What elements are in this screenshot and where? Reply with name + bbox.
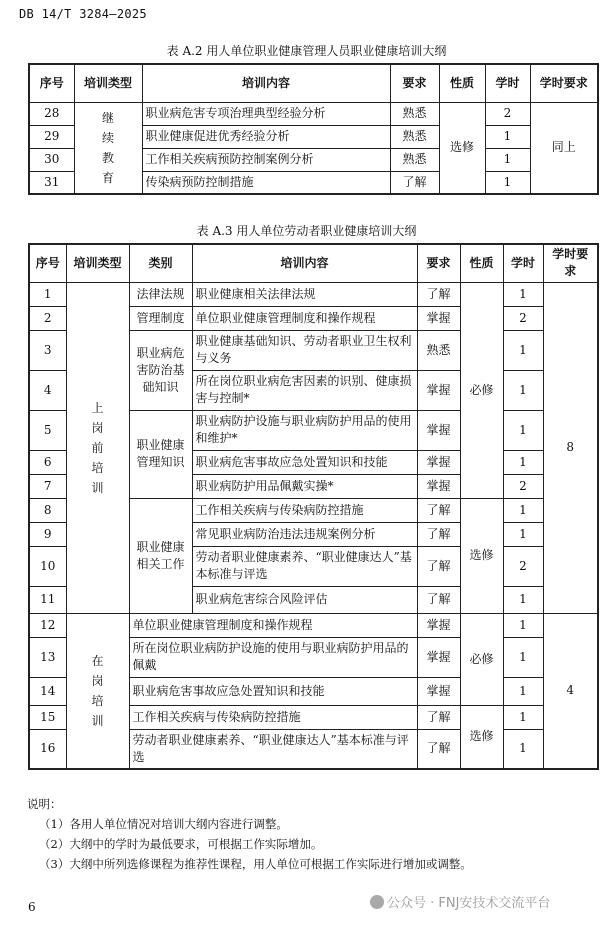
row-hours: 1: [503, 450, 543, 474]
row-content: 工作相关疾病预防控制案例分析: [142, 148, 390, 171]
row-hours: 1: [503, 729, 543, 769]
page-number: 6: [28, 900, 36, 914]
row-no: 13: [29, 637, 66, 677]
row-hours: 2: [503, 546, 543, 586]
row-hours: 1: [503, 705, 543, 729]
row-req: 熟悉: [417, 330, 460, 370]
row-hours: 1: [503, 330, 543, 370]
row-content: 单位职业健康管理制度和操作规程: [129, 613, 417, 637]
notes-title: 说明：: [27, 797, 62, 811]
row-content: 职业健康基础知识、劳动者职业卫生权利与义务: [192, 330, 417, 370]
row-content: 所在岗位职业病防护设施的使用与职业病防护用品的佩戴: [129, 637, 417, 677]
nature-cell: 必修: [460, 613, 503, 705]
row-req: 了解: [417, 498, 460, 522]
row-no: 15: [29, 705, 66, 729]
col-header-req: 要求: [390, 64, 439, 102]
row-no: 28: [29, 102, 74, 125]
wechat-icon: [370, 895, 384, 909]
col-header-type: 培训类型: [66, 244, 129, 282]
row-no: 8: [29, 498, 66, 522]
row-no: 3: [29, 330, 66, 370]
row-hours: 1: [503, 498, 543, 522]
row-no: 10: [29, 546, 66, 586]
watermark-text: 公众号 · FNJ安技术交流平台: [387, 896, 551, 911]
table-row: [29, 282, 598, 306]
col-header-content: 培训内容: [192, 244, 417, 282]
row-req: 熟悉: [390, 125, 439, 148]
category-cell: 法律法规: [129, 282, 192, 306]
row-content: 职业健康相关法律法规: [192, 282, 417, 306]
type-cell-continuing: [74, 102, 142, 194]
col-header-type: 培训类型: [74, 64, 142, 102]
row-content: 传染病预防控制措施: [142, 171, 390, 194]
row-no: 29: [29, 125, 74, 148]
table-a3: [28, 243, 599, 770]
row-req: 掌握: [417, 410, 460, 450]
row-no: 7: [29, 474, 66, 498]
row-content: 职业病危害综合风险评估: [192, 586, 417, 613]
row-req: 了解: [417, 729, 460, 769]
row-no: 5: [29, 410, 66, 450]
row-req: 了解: [417, 586, 460, 613]
row-no: 31: [29, 171, 74, 194]
document-id: DB 14/T 3284—2025: [19, 7, 147, 21]
row-hours: 1: [503, 613, 543, 637]
table-a3-caption: 表 A.3 用人单位劳动者职业健康培训大纲: [196, 224, 417, 238]
table-a2-header-row: [29, 64, 598, 102]
table-row: [29, 102, 598, 125]
hours-req-cell: 同上: [530, 102, 598, 194]
row-content: 劳动者职业健康素养、“职业健康达人”基本标准与评选: [192, 546, 417, 586]
row-content: 劳动者职业健康素养、“职业健康达人”基本标准与评选: [129, 729, 417, 769]
nature-cell: 必修: [460, 282, 503, 498]
row-req: 掌握: [417, 474, 460, 498]
row-no: 2: [29, 306, 66, 330]
row-content: 工作相关疾病与传染病防控措施: [129, 705, 417, 729]
row-req: 熟悉: [390, 148, 439, 171]
category-cell: 职业健康管理知识: [129, 410, 192, 498]
type-label-on: 在岗培训: [91, 653, 104, 728]
row-req: 熟悉: [390, 102, 439, 125]
row-hours: 1: [503, 410, 543, 450]
row-no: 6: [29, 450, 66, 474]
row-hours: 1: [503, 586, 543, 613]
row-req: 了解: [417, 282, 460, 306]
nature-cell: 选修: [460, 498, 503, 613]
row-content: 职业病危害事故应急处置知识和技能: [192, 450, 417, 474]
table-a2-caption: 表 A.2 用人单位职业健康管理人员职业健康培训大纲: [166, 44, 447, 58]
row-req: 掌握: [417, 637, 460, 677]
row-content: 职业病危害专项治理典型经验分析: [142, 102, 390, 125]
col-header-nature: 性质: [439, 64, 485, 102]
type-cell-pre-job: [66, 282, 129, 613]
row-req: 掌握: [417, 613, 460, 637]
row-hours: 1: [503, 522, 543, 546]
table-a2: [28, 63, 599, 195]
col-header-no: 序号: [29, 64, 74, 102]
row-req: 了解: [417, 705, 460, 729]
col-header-nature: 性质: [460, 244, 503, 282]
nature-cell: 选修: [460, 705, 503, 769]
hours-req-cell-pre: 8: [543, 282, 598, 613]
row-hours: 1: [503, 637, 543, 677]
note-item: （1）各用人单位情况对培训大纲内容进行调整。: [39, 817, 288, 831]
row-req: 掌握: [417, 370, 460, 410]
category-cell: 管理制度: [129, 306, 192, 330]
row-req: 掌握: [417, 306, 460, 330]
row-no: 4: [29, 370, 66, 410]
col-header-content: 培训内容: [142, 64, 390, 102]
category-cell: 职业健康相关工作: [129, 498, 192, 613]
row-hours: 1: [485, 171, 530, 194]
row-no: 11: [29, 586, 66, 613]
row-content: 职业病危害事故应急处置知识和技能: [129, 677, 417, 705]
col-header-hours: 学时: [503, 244, 543, 282]
type-label: 继续教育: [101, 110, 114, 185]
row-no: 1: [29, 282, 66, 306]
nature-cell: 选修: [439, 102, 485, 194]
row-hours: 2: [485, 102, 530, 125]
row-content: 职业病防护设施与职业病防护用品的使用和维护*: [192, 410, 417, 450]
row-req: 了解: [417, 522, 460, 546]
row-hours: 1: [503, 282, 543, 306]
row-content: 职业健康促进优秀经验分析: [142, 125, 390, 148]
type-cell-on-job: [66, 613, 129, 769]
col-header-category: 类别: [129, 244, 192, 282]
row-no: 12: [29, 613, 66, 637]
row-hours: 2: [503, 474, 543, 498]
row-no: 16: [29, 729, 66, 769]
row-content: 职业病防护用品佩戴实操*: [192, 474, 417, 498]
col-header-hours-req: 学时要求: [543, 244, 598, 282]
row-hours: 1: [503, 370, 543, 410]
row-content: 单位职业健康管理制度和操作规程: [192, 306, 417, 330]
col-header-hours-req: 学时要求: [530, 64, 598, 102]
row-hours: 1: [485, 125, 530, 148]
row-no: 9: [29, 522, 66, 546]
note-item: （3）大纲中所列选修课程为推荐性课程，用人单位可根据工作实际进行增加或调整。: [39, 857, 472, 871]
row-hours: 2: [503, 306, 543, 330]
row-hours: 1: [485, 148, 530, 171]
row-req: 了解: [417, 546, 460, 586]
note-item: （2）大纲中的学时为最低要求，可根据工作实际增加。: [39, 837, 323, 851]
table-row: [29, 613, 598, 637]
row-req: 掌握: [417, 677, 460, 705]
watermark: [370, 892, 550, 911]
col-header-req: 要求: [417, 244, 460, 282]
category-cell: 职业病危害防治基础知识: [129, 330, 192, 410]
row-hours: 1: [503, 677, 543, 705]
table-a3-header-row: [29, 244, 598, 282]
row-content: 所在岗位职业病危害因素的识别、健康损害与控制*: [192, 370, 417, 410]
row-content: 工作相关疾病与传染病防控措施: [192, 498, 417, 522]
hours-req-cell-on: 4: [543, 613, 598, 769]
notes-section: [27, 794, 597, 874]
row-req: 掌握: [417, 450, 460, 474]
row-content: 常见职业病防治违法违规案例分析: [192, 522, 417, 546]
row-no: 14: [29, 677, 66, 705]
col-header-hours: 学时: [485, 64, 530, 102]
type-label-pre: 上岗前培训: [91, 400, 104, 495]
row-no: 30: [29, 148, 74, 171]
row-req: 了解: [390, 171, 439, 194]
col-header-no: 序号: [29, 244, 66, 282]
